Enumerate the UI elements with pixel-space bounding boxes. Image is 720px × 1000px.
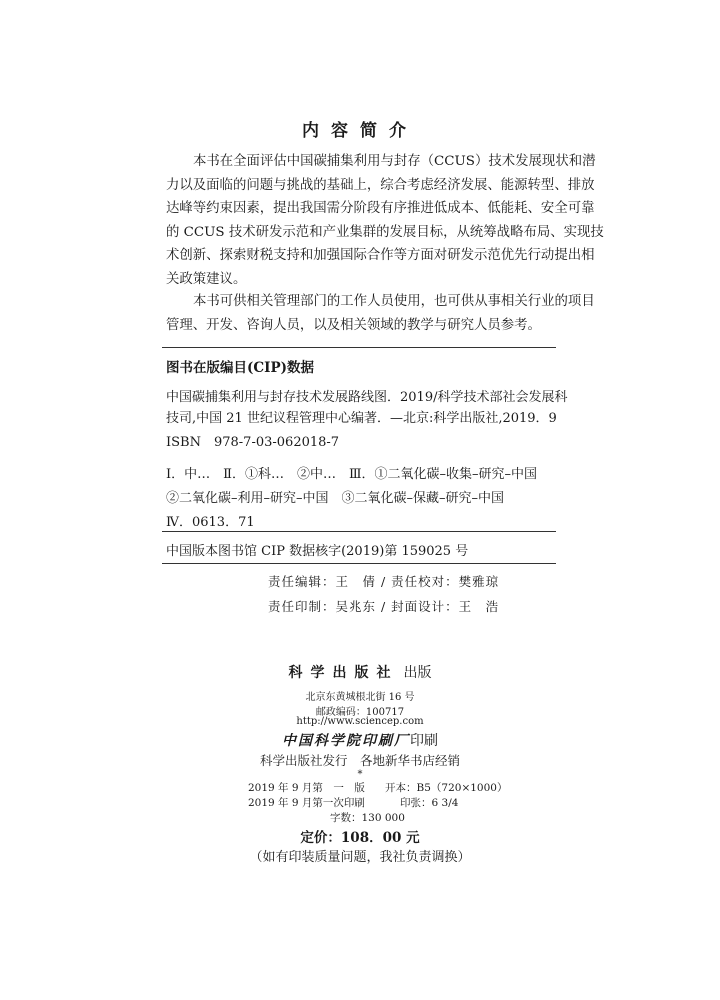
printer-suffix: 印刷 <box>410 733 438 749</box>
summary-line: 术创新、探索财税支持和加强国际合作等方面对研发示范优先行动提出相 <box>166 248 595 263</box>
printer-name: 中国科学院印刷厂 <box>282 733 410 749</box>
publisher-postcode: 邮政编码：100717 <box>315 707 405 718</box>
cip-heading: 图书在版编目(CIP)数据 <box>166 360 314 376</box>
price: 定价：108．00 元 <box>300 830 420 846</box>
edition-info: 2019 年 9 月第 一 版 <box>248 782 365 794</box>
sheets-info: 印张：6 3/4 <box>400 797 459 809</box>
publisher-line <box>0 662 720 682</box>
distribution-line: 科学出版社发行 各地新华书店经销 <box>259 753 460 768</box>
cip-title-line-1: 中国碳捕集利用与封存技术发展路线图．2019/科学技术部社会发展科 <box>166 390 568 405</box>
divider-top <box>162 347 556 348</box>
summary-line: 本书在全面评估中国碳捕集利用与封存（CCUS）技术发展现状和潜 <box>193 154 596 169</box>
summary-line: 力以及面临的问题与挑战的基础上，综合考虑经济发展、能源转型、排放 <box>166 177 595 193</box>
summary-line: 关政策建议。 <box>166 271 247 287</box>
summary-paragraph-2 <box>166 290 595 337</box>
publisher-name: 科学出版社 <box>288 665 399 681</box>
publisher-website: http://www.sciencep.com <box>296 716 424 727</box>
cip-subject-line-1: Ⅰ．中… Ⅱ．①科… ②中… Ⅲ．①二氧化碳–收集–研究–中国 <box>166 467 538 482</box>
separator-mark: * <box>357 769 363 780</box>
format-info: 开本：B5（720×1000） <box>385 782 508 794</box>
summary-line: 管理、开发、咨询人员，以及相关领域的教学与研究人员参考。 <box>166 317 541 333</box>
divider-bottom <box>162 563 556 564</box>
printing-info: 2019 年 9 月第一次印刷 <box>248 797 365 809</box>
printer-line <box>0 730 720 750</box>
quality-note: （如有印装质量问题，我社负责调换） <box>249 850 471 865</box>
cip-isbn: ISBN 978-7-03-062018-7 <box>166 435 340 450</box>
credits-editors: 责任编辑：王 倩 / 责任校对：樊雅琼 <box>268 574 500 589</box>
divider-middle <box>162 531 556 532</box>
summary-title: 内容简介 <box>302 121 418 141</box>
credits-production: 责任印制：吴兆东 / 封面设计：王 浩 <box>268 599 500 614</box>
summary-paragraph-1 <box>166 150 604 291</box>
cip-title-line-2: 技司,中国 21 世纪议程管理中心编著．—北京:科学出版社,2019．9 <box>166 411 557 426</box>
cip-classification: Ⅳ．0613．71 <box>166 515 255 530</box>
cip-subject-line-2: ②二氧化碳–利用–研究–中国 ③二氧化碳–保藏–研究–中国 <box>166 491 505 506</box>
word-count-info: 字数：130 000 <box>330 812 405 824</box>
summary-line: 达峰等约束因素，提出我国需分阶段有序推进低成本、低能耗、安全可靠 <box>166 201 595 216</box>
summary-line: 的 CCUS 技术研发示范和产业集群的发展目标，从统筹战略布局、实现技 <box>166 224 604 240</box>
publisher-address: 北京东黄城根北街 16 号 <box>305 692 415 703</box>
publisher-suffix: 出版 <box>403 665 432 681</box>
cip-record-number: 中国版本图书馆 CIP 数据核字(2019)第 159025 号 <box>166 544 469 559</box>
summary-line: 本书可供相关管理部门的工作人员使用，也可供从事相关行业的项目 <box>193 294 595 309</box>
